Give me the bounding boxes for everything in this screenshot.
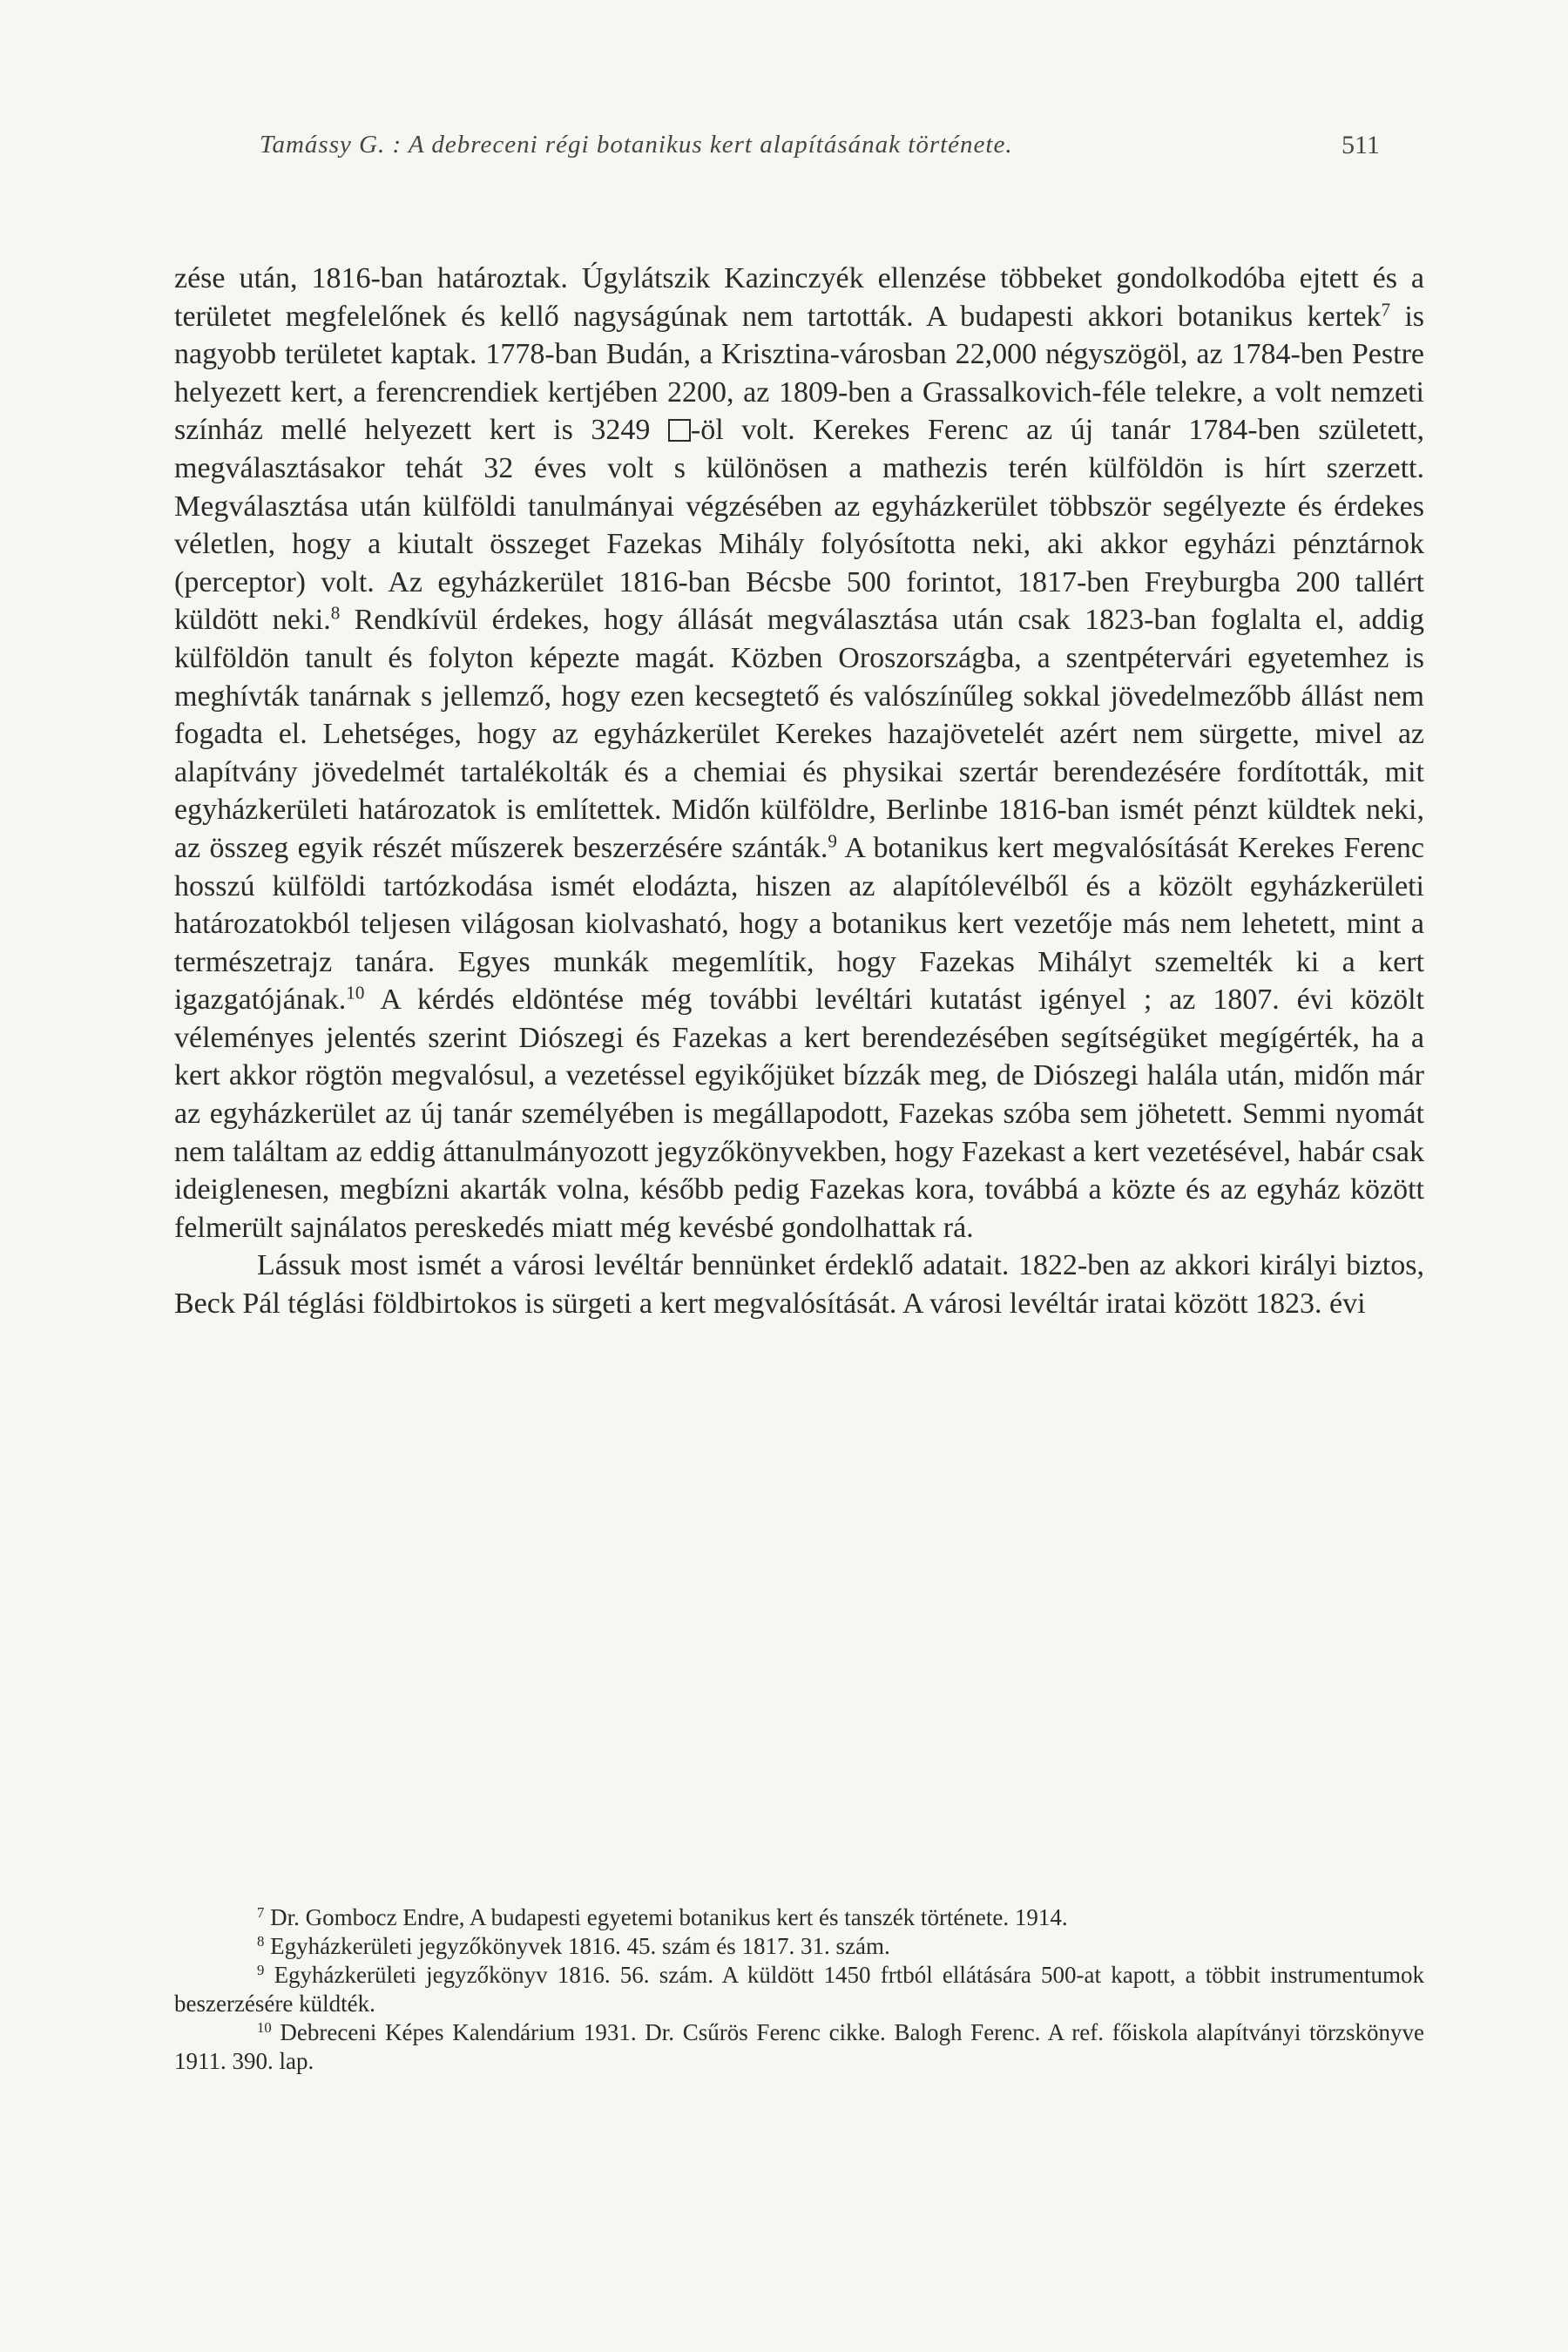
footnote-mark: 10 bbox=[257, 2018, 272, 2036]
paragraph-2: Lássuk most ismét a városi levéltár bennünket érdeklő adatait. 1822-ben az akkori királyi biztos, Beck Pál téglási földbirtokos is sürgeti a kert megvalósítását. A városi levéltár iratai között 1823. évi bbox=[174, 1249, 1424, 1321]
footnote-ref-8: 8 bbox=[330, 602, 341, 624]
footnotes bbox=[174, 1903, 1424, 2076]
main-text bbox=[174, 260, 1424, 1323]
text-segment: is nagyobb területet kaptak. 1778-ban Budán, a Krisztina-városban 22,000 négyszögöl, az 1784-ben Pestre helyezett kert, a ferencrendiek kertjében 2200, az 1809-ben a Grassalkovich-féle telekre, a volt nemzeti színház mellé helyezett kert is 3249 bbox=[174, 300, 1425, 447]
footnote-mark: 7 bbox=[257, 1903, 265, 1921]
paragraph-1 bbox=[174, 260, 1424, 1247]
footnote-text: Egyházkerületi jegyzőkönyvek 1816. 45. szám és 1817. 31. szám. bbox=[264, 1933, 890, 1959]
footnote-7 bbox=[174, 1903, 1424, 1932]
footnote-10 bbox=[174, 2018, 1424, 2076]
text-segment: A botanikus kert megvalósítását Kerekes Ferenc hosszú külföldi tartózkodása ismét elodázta, hiszen az alapítólevélből és a közölt egyházkerületi határozatokból teljesen világosan kiolvasható, hogy a botanikus kert vezetője más nem lehetett, mint a természetrajz tanára. Egyes munkák megemlítik, hogy Fazekas Mihályt szemelték ki a kert igazgatójának. bbox=[174, 831, 1424, 1017]
running-title: Tamássy G. : A debreceni régi botanikus kert alapításának története. bbox=[260, 131, 1013, 159]
text-segment: -öl volt. Kerekes Ferenc az új tanár 1784-ben született, megválasztásakor tehát 32 éves volt s különösen a mathezis terén külföldön is hírt szerzett. Megválasztása után külföldi tanulmányai végzésében az egyházkerület többször segélyezte és érdekes véletlen, hogy a kiutalt összeget Fazekas Mihály folyósította neki, aki akkor egyházi pénztárnok (perceptor) volt. Az egyházkerület 1816-ban Bécsbe 500 forintot, 1817-ben Freyburgba 200 tallért küldött neki. bbox=[174, 414, 1424, 637]
footnote-9 bbox=[174, 1961, 1424, 2018]
page-number: 511 bbox=[1342, 131, 1380, 159]
footnote-text: Egyházkerületi jegyzőkönyv 1816. 56. szám. A küldött 1450 frtból ellátására 500-at kapott, a többit instrumentumok beszerzésére küldték. bbox=[174, 1962, 1424, 2017]
text-segment: A kérdés eldöntése még további levéltári kutatást igényel ; az 1807. évi közölt véleményes jelentés szerint Diószegi és Fazekas a kert berendezésében segítségüket megígérték, ha a kert akkor rögtön megvalósul, a vezetéssel egyikőjüket bízzák meg, de Diószegi halála után, midőn már az egyházkerület az új tanár személyében is megállapodott, Fazekas szóba sem jöhetett. Semmi nyomát nem találtam az eddig áttanulmányozott jegyzőkönyvekben, hogy Fazekast a kert vezetésével, habár csak ideiglenesen, megbízni akarták volna, később pedig Fazekas kora, továbbá a közte és az egyház között felmerült sajnálatos pereskedés miatt még kevésbé gondolhattak rá. bbox=[174, 983, 1424, 1244]
footnote-ref-10: 10 bbox=[346, 982, 365, 1004]
text-segment: Rendkívül érdekes, hogy állását megválasztása után csak 1823-ban foglalta el, addig külföldön tanult és folyton képezte magát. Közben Oroszországba, a szentpétervári egyetemhez is meghívták tanárnak s jellemző, hogy ezen kecsegtető és valószínűleg sokkal jövedelmezőbb állást nem fogadta el. Lehetséges, hogy az egyházkerület Kerekes hazajövetelét azért nem sürgette, mivel az alapítvány jövedelmét tartalékolták és a chemiai és physikai szertár berendezésére fordították, mit egyházkerületi határozatok is említettek. Midőn külföldre, Berlinbe 1816-ban ismét pénzt küldtek neki, az összeg egyik részét műszerek beszerzésére szánták. bbox=[174, 604, 1424, 864]
footnote-mark: 8 bbox=[257, 1932, 265, 1950]
footnote-8 bbox=[174, 1932, 1424, 1961]
footnote-ref-9: 9 bbox=[828, 830, 837, 852]
footnote-text: Debreceni Képes Kalendárium 1931. Dr. Csűrös Ferenc cikke. Balogh Ferenc. A ref. főiskola alapítványi törzskönyve 1911. 390. lap. bbox=[174, 2019, 1424, 2074]
footnote-ref-7: 7 bbox=[1381, 299, 1390, 320]
footnote-mark: 9 bbox=[257, 1961, 265, 1978]
footnote-text: Dr. Gombocz Endre, A budapesti egyetemi botanikus kert és tanszék története. 1914. bbox=[264, 1904, 1068, 1930]
text-segment: zése után, 1816-ban határoztak. Úgylátszik Kazinczyék ellenzése többeket gondolkodóba ejtett és a területet megfelelőnek és kellő nagyságúnak nem tartották. A budapesti akkori botanikus kertek bbox=[174, 262, 1424, 333]
square-unit-icon bbox=[668, 419, 691, 442]
